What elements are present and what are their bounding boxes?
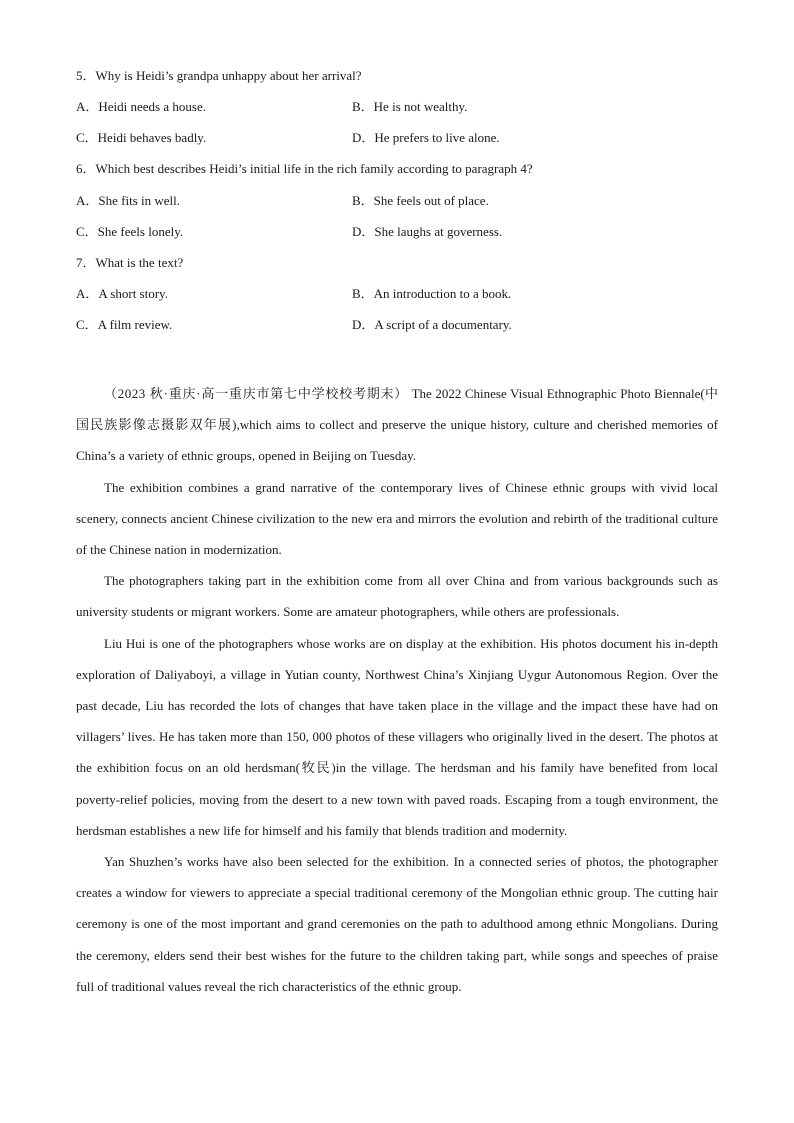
question-6-option-c: C．She feels lonely. (76, 224, 184, 239)
question-6-option-a: A．She fits in well. (76, 193, 180, 208)
question-5-option-d: D．He prefers to live alone. (352, 130, 500, 145)
passage-paragraph-2: The exhibition combines a grand narrative of the contemporary lives of Chinese ethnic groups with vivid local scenery, connects ancient Chinese civilization to the new era and mirrors the evolution and rebirth of the traditional culture of the Chinese nation in modernization. (76, 479, 718, 558)
question-6-option-d: D．She laughs at governess. (352, 224, 503, 239)
question-7-option-d: D．A script of a documentary. (352, 317, 512, 332)
question-5-option-a: A．Heidi needs a house. (76, 99, 206, 114)
passage-paragraph-1-text: The 2022 Chinese Visual Ethnographic Photo Biennale(中国民族影像志摄影双年展),which aims to collect and preserve the unique history, culture and cherished memories of China’s a variety of ethnic groups, opened in Beijing on Tuesday. (76, 386, 718, 464)
passage-paragraph-1 (76, 378, 718, 472)
question-7-option-a: A．A short story. (76, 286, 168, 301)
question-6-option-b: B．She feels out of place. (352, 193, 489, 208)
question-7-stem: 7．What is the text? (76, 255, 184, 270)
question-7-option-c: C．A film review. (76, 317, 173, 332)
question-5-option-c: C．Heidi behaves badly. (76, 130, 207, 145)
passage-paragraph-5: Yan Shuzhen’s works have also been selected for the exhibition. In a connected series of photos, the photographer creates a window for viewers to appreciate a special traditional ceremony of the Mongolian ethnic group. The cutting hair ceremony is one of the most important and grand ceremonies on the path to adulthood among ethnic Mongolians. During the ceremony, elders send their best wishes for the future to the children taking part, while songs and speeches of praise full of traditional values reveal the rich characteristics of the ethnic group. (76, 854, 718, 994)
reading-passage (76, 378, 718, 1002)
passage-paragraph-3: The photographers taking part in the exhibition come from all over China and from various backgrounds such as university students or migrant workers. Some are amateur photographers, while others are professionals. (76, 573, 718, 620)
question-5-option-b: B．He is not wealthy. (352, 99, 468, 114)
passage-paragraph-4: Liu Hui is one of the photographers whose works are on display at the exhibition. His photos document his in-depth exploration of Daliyaboyi, a village in Yutian county, Northwest China’s Xinjiang Uygur Autonomous Region. Over the past decade, Liu has recorded the lots of changes that have taken place in the village and the impact these have had on villagers’ lives. He has taken more than 150, 000 photos of these villagers who originally lived in the desert. The photos at the exhibition focus on an old herdsman(牧民)in the village. The herdsman and his family have benefited from local poverty-relief policies, moving from the desert to a new town with paved roads. Escaping from a tough environment, the herdsman establishes a new life for himself and his family that blends tradition and modernity. (76, 635, 718, 838)
question-7-option-b: B．An introduction to a book. (352, 286, 512, 301)
question-5-stem: 5．Why is Heidi’s grandpa unhappy about her arrival? (76, 68, 362, 83)
passage-source: （2023 秋·重庆·高一重庆市第七中学校校考期末） (104, 386, 409, 401)
question-6-stem: 6．Which best describes Heidi’s initial life in the rich family according to paragraph 4? (76, 161, 533, 176)
